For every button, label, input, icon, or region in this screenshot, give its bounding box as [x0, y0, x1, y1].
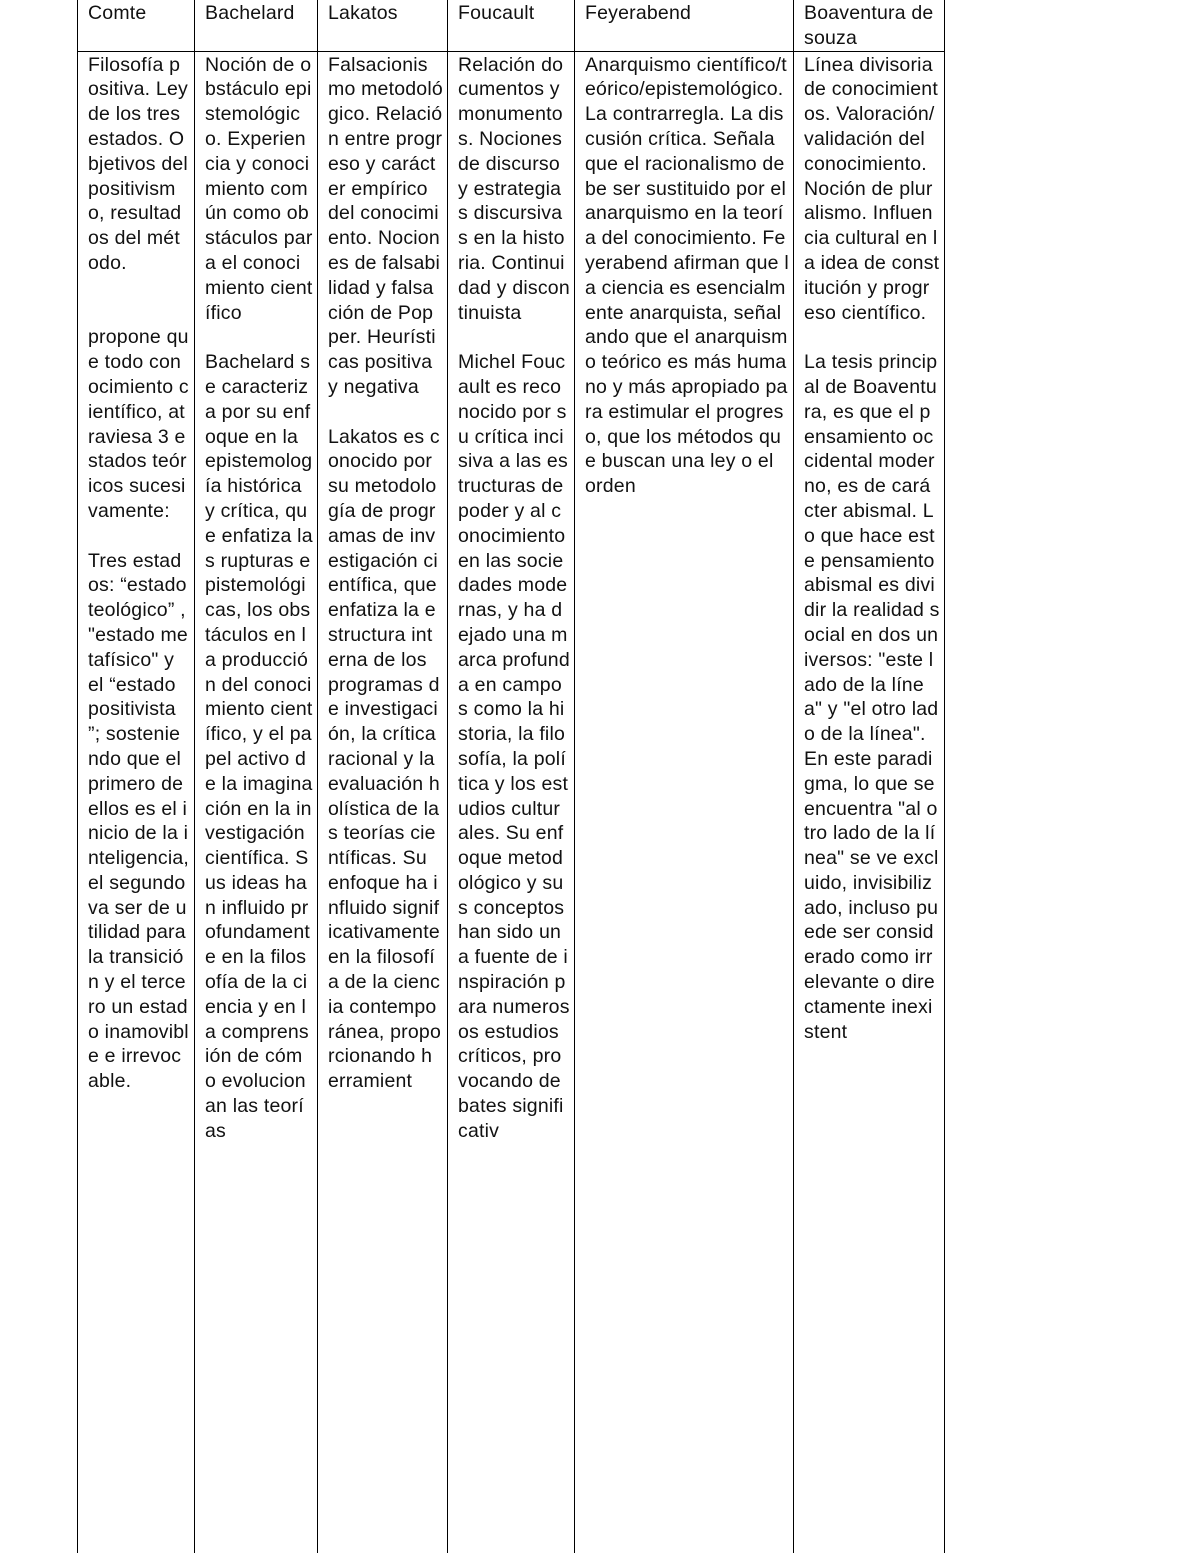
- header-cell-comte: Comte: [78, 0, 195, 51]
- header-cell-foucault: Foucault: [448, 0, 575, 51]
- header-cell-boaventura: Boaventura de souza: [794, 0, 945, 51]
- cell-feyerabend: Anarquismo científico/teórico/epistemológico. La contrarregla. La discusión crítica. Señala que el racionalismo debe ser sustituido por el anarquismo en la teoría del conocimiento. Feyerabend afirman que la ciencia es esencialmente anarquista, señalando que el anarquismo teórico es más humano y más apropiado para estimular el progreso, que los métodos que buscan una ley o el orden: [575, 51, 794, 1553]
- header-row: [78, 0, 945, 51]
- cell-foucault: Relación documentos y monumentos. Nociones de discurso y estrategias discursivas en la historia. Continuidad y discontinuista Michel Foucault es reconocido por su crítica incisiva a las estructuras de poder y al conocimiento en las sociedades modernas, y ha dejado una marca profunda en campos como la historia, la filosofía, la política y los estudios culturales. Su enfoque metodológico y sus conceptos han sido una fuente de inspiración para numerosos estudios críticos, provocando debates significativ: [448, 51, 575, 1553]
- cell-lakatos: Falsacionismo metodológico. Relación entre progreso y carácter empírico del conocimiento. Nociones de falsabilidad y falsación de Popper. Heurísticas positiva y negativa Lakatos es conocido por su metodología de programas de investigación científica, que enfatiza la estructura interna de los programas de investigación, la crítica racional y la evaluación holística de las teorías científicas. Su enfoque ha influido significativamente en la filosofía de la ciencia contemporánea, proporcionando herramient: [318, 51, 448, 1553]
- cell-boaventura: Línea divisoria de conocimientos. Valoración/validación del conocimiento. Noción de pluralismo. Influencia cultural en la idea de constitución y progreso científico. La tesis principal de Boaventura, es que el pensamiento occidental moderno, es de carácter abismal. Lo que hace este pensamiento abismal es dividir la realidad social en dos universos: "este lado de la línea" y "el otro lado de la línea". En este paradigma, lo que se encuentra "al otro lado de la línea" se ve excluido, invisibilizado, incluso puede ser considerado como irrelevante o directamente inexistent: [794, 51, 945, 1553]
- header-cell-bachelard: Bachelard: [195, 0, 318, 51]
- comparison-table: [77, 0, 945, 1553]
- header-cell-lakatos: Lakatos: [318, 0, 448, 51]
- table-row: [78, 51, 945, 1553]
- cell-comte: Filosofía positiva. Ley de los tres estados. Objetivos del positivismo, resultados del método. propone que todo conocimiento científico, atraviesa 3 estados teóricos sucesivamente: Tres estados: “estado teológico” , "estado metafísico" y el “estado positivista ”; sosteniendo que el primero de ellos es el inicio de la inteligencia, el segundo va ser de utilidad para la transición y el tercero un estado inamovible e irrevocable.: [78, 51, 195, 1553]
- cell-bachelard: Noción de obstáculo epistemológico. Experiencia y conocimiento común como obstáculos para el conocimiento científico Bachelard se caracteriza por su enfoque en la epistemología histórica y crítica, que enfatiza las rupturas epistemológicas, los obstáculos en la producción del conocimiento científico, y el papel activo de la imaginación en la investigación científica. Sus ideas han influido profundamente en la filosofía de la ciencia y en la comprensión de cómo evolucionan las teorías: [195, 51, 318, 1553]
- header-cell-feyerabend: Feyerabend: [575, 0, 794, 51]
